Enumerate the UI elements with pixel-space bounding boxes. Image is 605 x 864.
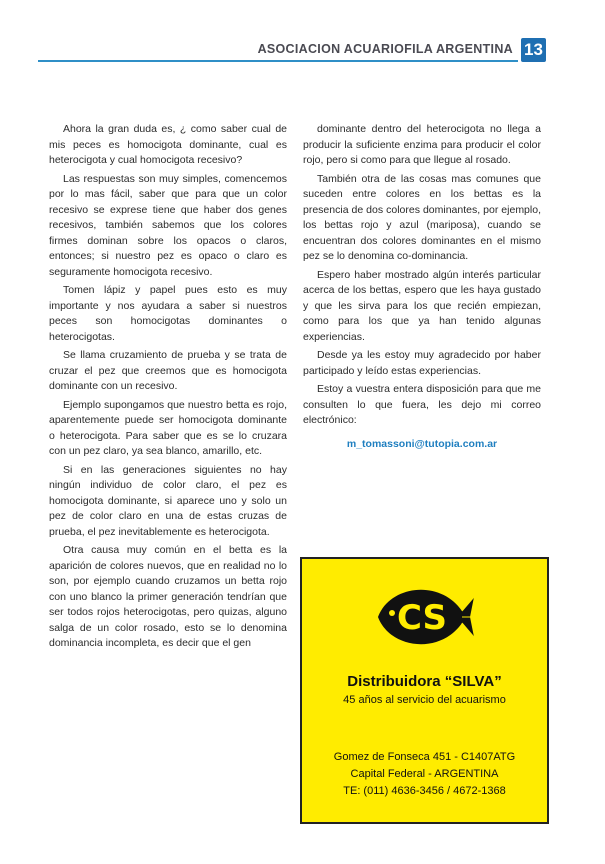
ad-tagline: 45 años al servicio del acuarismo	[343, 694, 506, 706]
paragraph: También otra de las cosas mas comunes que suceden entre colores en los bettas es la presencia de dos colores dominantes, por ejemplo, los bettas rojo y azul (mariposa), cuando se encuentran dos colores dominantes en el mismo pez se lo denomina co-dominancia.	[303, 172, 541, 262]
paragraph: Espero haber mostrado algún interés particular acerca de los bettas, espero que les haya gustado y que les sirva para los que recién empiezan, como para los que ya han tenido algunas experiencias.	[303, 268, 541, 343]
paragraph: Desde ya les estoy muy agradecido por haber participado y leído estas experiencias.	[303, 349, 541, 377]
article-left-column	[49, 122, 287, 655]
header-rule	[38, 60, 518, 62]
paragraph: Se llama cruzamiento de prueba y se trata de cruzar el pez que creemos que es homocigota dominante con un recesivo.	[49, 349, 287, 392]
page-number-badge: 13	[521, 38, 546, 62]
ad-company-name: Distribuidora “SILVA”	[347, 673, 502, 690]
paragraph: Ahora la gran duda es, ¿ como saber cual de mis peces es homocigota dominante, cual es heterocigota y cual homocigota recesivo?	[49, 123, 287, 166]
paragraph: Si en las generaciones siguientes no hay ningún individuo de color claro, el pez es homocigota dominante, si aparece uno y solo un pez de color claro en una de estas cruzas de prueba, el pez inevitablemente es heterocigota.	[49, 463, 287, 538]
header-title: ASOCIACION ACUARIOFILA ARGENTINA	[257, 42, 513, 56]
ad-address-line: Capital Federal - ARGENTINA	[350, 768, 499, 780]
paragraph: dominante dentro del heterocigota no llega a producir la suficiente enzima para producir el color rojo, pero si como para que llegue al rosado.	[303, 123, 541, 166]
ad-contact-block	[302, 749, 547, 800]
ad-phone: TE: (011) 4636-3456 / 4672-1368	[343, 785, 506, 797]
ad-address-line: Gomez de Fonseca 451 - C1407ATG	[333, 751, 516, 763]
paragraph: Estoy a vuestra entera disposición para que me consulten lo que fuera, les dejo mi correo electrónico:	[303, 383, 541, 426]
fish-logo-icon	[370, 577, 480, 657]
advertisement-box	[300, 557, 549, 824]
article-right-column	[303, 122, 541, 452]
paragraph: Las respuestas son muy simples, comencemos por lo mas fácil, saber que para que un color recesivo se exprese tiene que haber dos genes recesivos, también sabemos que los colores firmes dominan sobre los opacos o claros, entonces; si nuestro pez es opaco o claro es seguramente homocigota recesivo.	[49, 172, 287, 278]
paragraph: Otra causa muy común en el betta es la aparición de colores nuevos, que en realidad no lo son, por ejemplo cuando cruzamos un betta rojo con uno blanco la primer generación tendrían que ser todos rojos heterocigotas, pero quizas, alguno salga de un color rosado, esto se lo denomina dominancia incompleta, es decir que el gen	[49, 544, 287, 649]
author-email-link[interactable]: m_tomassoni@tutopia.com.ar	[346, 437, 498, 450]
paragraph: Ejemplo supongamos que nuestro betta es rojo, aparentemente puede ser homocigota dominante o heterocigota. Para saber que es se lo cruzara con un pez claro, ya sea blanco, amarillo, etc.	[49, 398, 287, 457]
paragraph: Tomen lápiz y papel pues esto es muy importante y nos ayudara a saber si nuestros peces son homocigotas dominantes o heterocigotas.	[49, 284, 287, 343]
logo-letters: CS	[396, 598, 448, 638]
